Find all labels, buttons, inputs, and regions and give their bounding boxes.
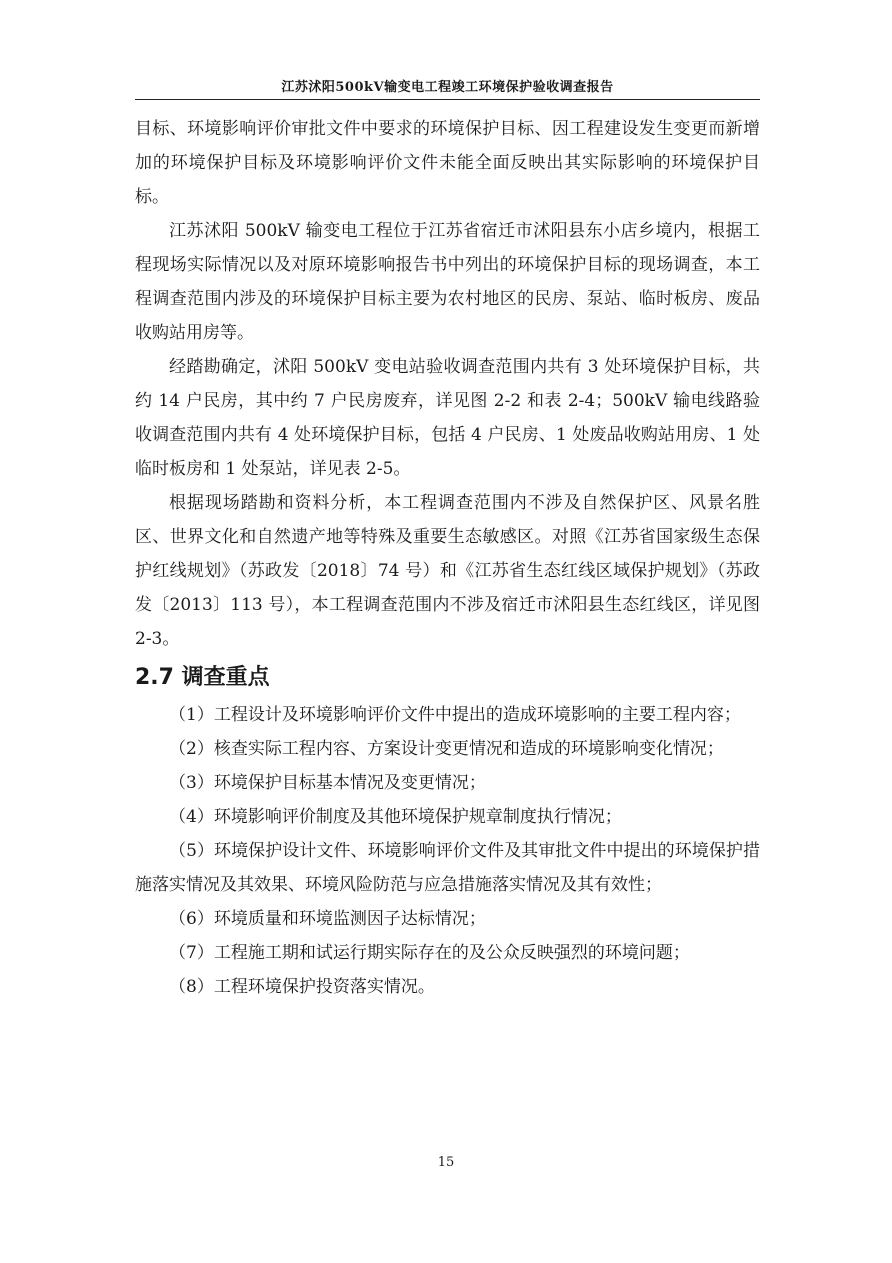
list-item: （7）工程施工期和试运行期实际存在的及公众反映强烈的环境问题； xyxy=(169,943,690,963)
focus-list xyxy=(135,698,760,1004)
body-paragraph: 经踏勘确定，沭阳 500kV 变电站验收调查范围内共有 3 处环境保护目标，共约 14 户民房，其中约 7 户民房废弃，详见图 2-2 和表 2-4；500kV 输电线路验收调查范围内共有 4 处环境保护目标，包括 4 户民房、1 处废品收购站用房、1 处临时板房和 1 处泵站，详见表 2-5。 xyxy=(135,357,760,479)
body-paragraph: 根据现场踏勘和资料分析，本工程调查范围内不涉及自然保护区、风景名胜区、世界文化和自然遗产地等特殊及重要生态敏感区。对照《江苏省国家级生态保护红线规划》（苏政发〔2018〕74 号）和《江苏省生态红线区域保护规划》（苏政发〔2013〕113 号），本工程调查范围内不涉及宿迁市沭阳县生态红线区，详见图 2-3。 xyxy=(135,493,760,649)
list-item: （5）环境保护设计文件、环境影响评价文件及其审批文件中提出的环境保护措施落实情况及其效果、环境风险防范与应急措施落实情况及其有效性； xyxy=(135,841,760,895)
header-divider xyxy=(135,99,760,100)
body-paragraph: 目标、环境影响评价审批文件中要求的环境保护目标、因工程建设发生变更而新增加的环境保护目标及环境影响评价文件未能全面反映出其实际影响的环境保护目标。 xyxy=(135,119,760,207)
page-number: 15 xyxy=(437,1155,455,1170)
list-item: （6）环境质量和环境监测因子达标情况； xyxy=(169,909,486,929)
body-paragraph: 江苏沭阳 500kV 输变电工程位于江苏省宿迁市沭阳县东小店乡境内，根据工程现场实际情况以及对原环境影响报告书中列出的环境保护目标的现场调查，本工程调查范围内涉及的环境保护目标主要为农村地区的民房、泵站、临时板房、废品收购站用房等。 xyxy=(135,221,760,343)
list-item: （1）工程设计及环境影响评价文件中提出的造成环境影响的主要工程内容； xyxy=(169,705,741,725)
list-item: （2）核查实际工程内容、方案设计变更情况和造成的环境影响变化情况； xyxy=(169,739,724,759)
list-item: （8）工程环境保护投资落实情况。 xyxy=(169,977,435,997)
list-item: （3）环境保护目标基本情况及变更情况； xyxy=(169,773,486,793)
running-header: 江苏沭阳500kV输变电工程竣工环境保护验收调查报告 xyxy=(281,80,614,95)
section-heading: 2.7 调查重点 xyxy=(135,665,270,690)
document-body xyxy=(135,112,760,1004)
list-item: （4）环境影响评价制度及其他环境保护规章制度执行情况； xyxy=(169,807,622,827)
